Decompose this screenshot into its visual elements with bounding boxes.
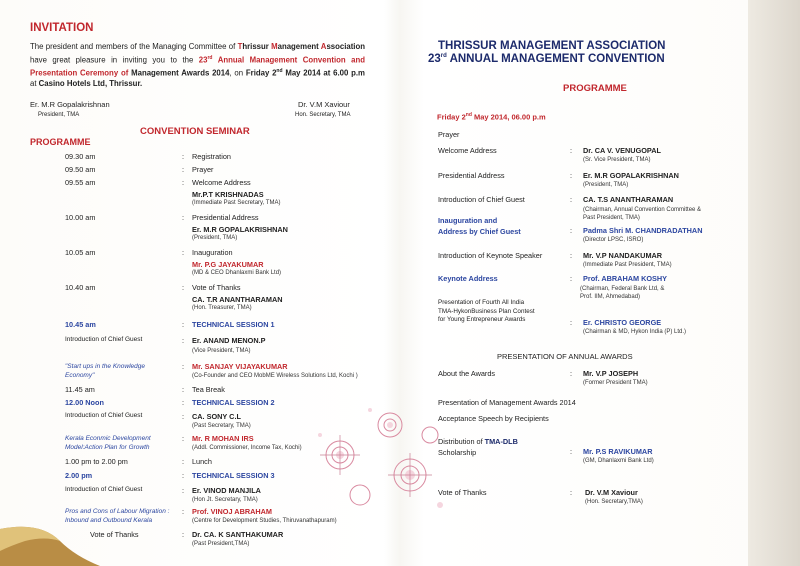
topic-label: Introduction of Chief Guest	[65, 486, 143, 493]
speaker-role: (Chairman, Federal Bank Ltd, & Prof. IIM, Ahmedabad)	[580, 286, 665, 300]
convention-title: 23rd ANNUAL MANAGEMENT CONVENTION	[428, 53, 665, 65]
time-label: 09.30 am	[65, 152, 96, 161]
event-label: Introduction of Chief Guest	[438, 195, 525, 204]
speaker-role: (Hon. Secretary,TMA)	[585, 499, 643, 505]
programme-date: Friday 2nd May 2014, 06.00 p.m	[437, 112, 546, 122]
invitation-text: The president and members of the Managing Committee of Thrissur Management Association have great pleasure in inviting you to the 23rd Annual Management Convention and Presentation Ceremony of Management Awards 2014, on Friday 2nd May 2014 at 6.00 p.m at Casino Hotels Ltd, Thrissur.	[30, 42, 365, 88]
time-label: 12.00 Noon	[65, 398, 104, 407]
host-role-right: Hon. Secretary, TMA	[295, 112, 351, 118]
time-label: 1.00 pm to 2.00 pm	[65, 457, 128, 466]
time-label: 09.50 am	[65, 165, 96, 174]
page-edge	[748, 0, 800, 566]
event-label: Prayer	[438, 130, 460, 139]
host-name-left: Er. M.R Gopalakrishnan	[30, 100, 110, 109]
convention-seminar-heading: CONVENTION SEMINAR	[140, 126, 250, 137]
host-name-right: Dr. V.M Xaviour	[298, 100, 350, 109]
event-label: Inauguration	[192, 248, 233, 257]
speaker-name: Prof. ABRAHAM KOSHY	[583, 274, 668, 283]
session-label: TECHNICAL SESSION 1	[192, 320, 275, 329]
event-label: Vote of Thanks	[192, 283, 241, 292]
speaker-role: (Co-Founder and CEO MobME Wireless Solutions Ltd, Kochi )	[192, 373, 358, 379]
time-label: 10.05 am	[65, 248, 96, 257]
session-label: TECHNICAL SESSION 2	[192, 398, 275, 407]
session-label: TECHNICAL SESSION 3	[192, 471, 275, 480]
speaker-role: (Hon Jt. Secretary, TMA)	[192, 497, 258, 503]
speaker-role: (Director LPSC, ISRO)	[583, 237, 644, 243]
speaker-role: (Chairman & MD, Hykon India (P) Ltd.)	[583, 329, 687, 335]
speaker-role: (Hon. Treasurer, TMA)	[192, 305, 252, 311]
time-label: 10.00 am	[65, 213, 96, 222]
topic-label: Pros and Cons of Labour Migration : Inbound and Outbound Kerala	[65, 508, 170, 524]
speaker-role: (MD & CEO Dhanlaxmi Bank Ltd)	[192, 270, 282, 276]
topic-label: "Start ups in the Knowledge Economy"	[65, 363, 145, 379]
event-label: Acceptance Speech by Recipients	[438, 414, 549, 423]
speaker-name: Mr. P.S RAVIKUMAR	[583, 447, 653, 456]
speaker-name: Dr. CA. K SANTHAKUMAR	[192, 530, 284, 539]
speaker-role: (Past President,TMA)	[192, 541, 250, 547]
speaker-role: (President, TMA)	[192, 235, 238, 241]
event-label: Presidential Address	[438, 171, 505, 180]
event-label: Tea Break	[192, 385, 225, 394]
speaker-name: CA. T.R ANANTHARAMAN	[192, 295, 283, 304]
event-label: Introduction of Keynote Speaker	[438, 251, 543, 260]
event-label: Inauguration and Address by Chief Guest	[438, 216, 521, 236]
speaker-name: Mr.P.T KRISHNADAS	[192, 190, 264, 199]
speaker-name: Er. M.R GOPALAKRISHNAN	[192, 225, 288, 234]
speaker-role: (Addl. Commissioner, Income Tax, Kochi)	[192, 445, 302, 451]
speaker-name: Padma Shri M. CHANDRADATHAN	[583, 226, 703, 235]
topic-label: Kerala Econmic Development Model:Action Plan for Growth	[65, 435, 151, 451]
speaker-name: Er. CHRISTO GEORGE	[583, 318, 662, 327]
event-label: Registration	[192, 152, 231, 161]
speaker-name: Mr. V.P JOSEPH	[583, 369, 639, 378]
floral-decoration-icon	[300, 395, 450, 525]
event-label: Lunch	[192, 457, 212, 466]
time-label: 09.55 am	[65, 178, 96, 187]
awards-heading: PRESENTATION OF ANNUAL AWARDS	[497, 352, 633, 361]
speaker-role: (Former President TMA)	[583, 380, 648, 386]
speaker-role: (Centre for Development Studies, Thiruvanathapuram)	[192, 518, 337, 524]
speaker-role: (Chairman, Annual Convention Committee & Past President, TMA)	[583, 207, 702, 221]
event-label: Presentation of Fourth All India TMA-HykonBusiness Plan Contest for Young Entrepreneur Awards	[438, 299, 535, 323]
speaker-role: (Sr. Vice President, TMA)	[583, 157, 651, 163]
event-label: About the Awards	[438, 369, 496, 378]
speaker-role: (GM, Dhanlaxmi Bank Ltd)	[583, 458, 654, 464]
speaker-role: (President, TMA)	[583, 182, 629, 188]
event-label: Distribution of TMA-DLB Scholarship	[438, 437, 518, 457]
speaker-name: CA. T.S ANANTHARAMAN	[583, 195, 674, 204]
event-label: Prayer	[192, 165, 214, 174]
speaker-name: Prof. VINOJ ABRAHAM	[192, 507, 272, 516]
event-label: Vote of Thanks	[438, 488, 487, 497]
speaker-role: (Vice President, TMA)	[192, 348, 251, 354]
event-label: Presidential Address	[192, 213, 259, 222]
left-programme-heading: PROGRAMME	[30, 137, 91, 147]
speaker-name: Er. M.R GOPALAKRISHNAN	[583, 171, 679, 180]
right-programme-heading: PROGRAMME	[563, 83, 627, 94]
host-role-left: President, TMA	[38, 112, 80, 118]
event-label: Keynote Address	[438, 274, 498, 283]
topic-label: Introduction of Chief Guest	[65, 412, 143, 419]
speaker-name: Mr. P.G JAYAKUMAR	[192, 260, 264, 269]
speaker-name: Dr. V.M Xaviour	[585, 488, 638, 497]
speaker-name: Er. VINOD MANJILA	[192, 486, 261, 495]
time-label: 10.45 am	[65, 320, 96, 329]
topic-label: Introduction of Chief Guest	[65, 336, 143, 343]
event-label: Welcome Address	[438, 146, 497, 155]
speaker-role: (Past Secretary, TMA)	[192, 423, 251, 429]
event-label: Presentation of Management Awards 2014	[438, 398, 576, 407]
speaker-role: (Immediate Past President, TMA)	[583, 262, 672, 268]
speaker-name: Mr. V.P NANDAKUMAR	[583, 251, 663, 260]
time-label: 2.00 pm	[65, 471, 93, 480]
time-label: 10.40 am	[65, 283, 96, 292]
speaker-name: Mr. R MOHAN IRS	[192, 434, 254, 443]
speaker-role: (Immediate Past Secretary, TMA)	[192, 200, 281, 206]
association-title: THRISSUR MANAGEMENT ASSOCIATION	[438, 40, 666, 52]
invitation-heading: INVITATION	[30, 22, 94, 34]
speaker-name: Mr. SANJAY VIJAYAKUMAR	[192, 362, 288, 371]
event-label: Vote of Thanks	[90, 530, 139, 539]
speaker-name: CA. SONY C.L	[192, 412, 241, 421]
time-label: 11.45 am	[65, 385, 95, 394]
speaker-name: Er. ANAND MENON.P	[192, 336, 266, 345]
event-label: Welcome Address	[192, 178, 251, 187]
speaker-name: Dr. CA V. VENUGOPAL	[583, 146, 661, 155]
